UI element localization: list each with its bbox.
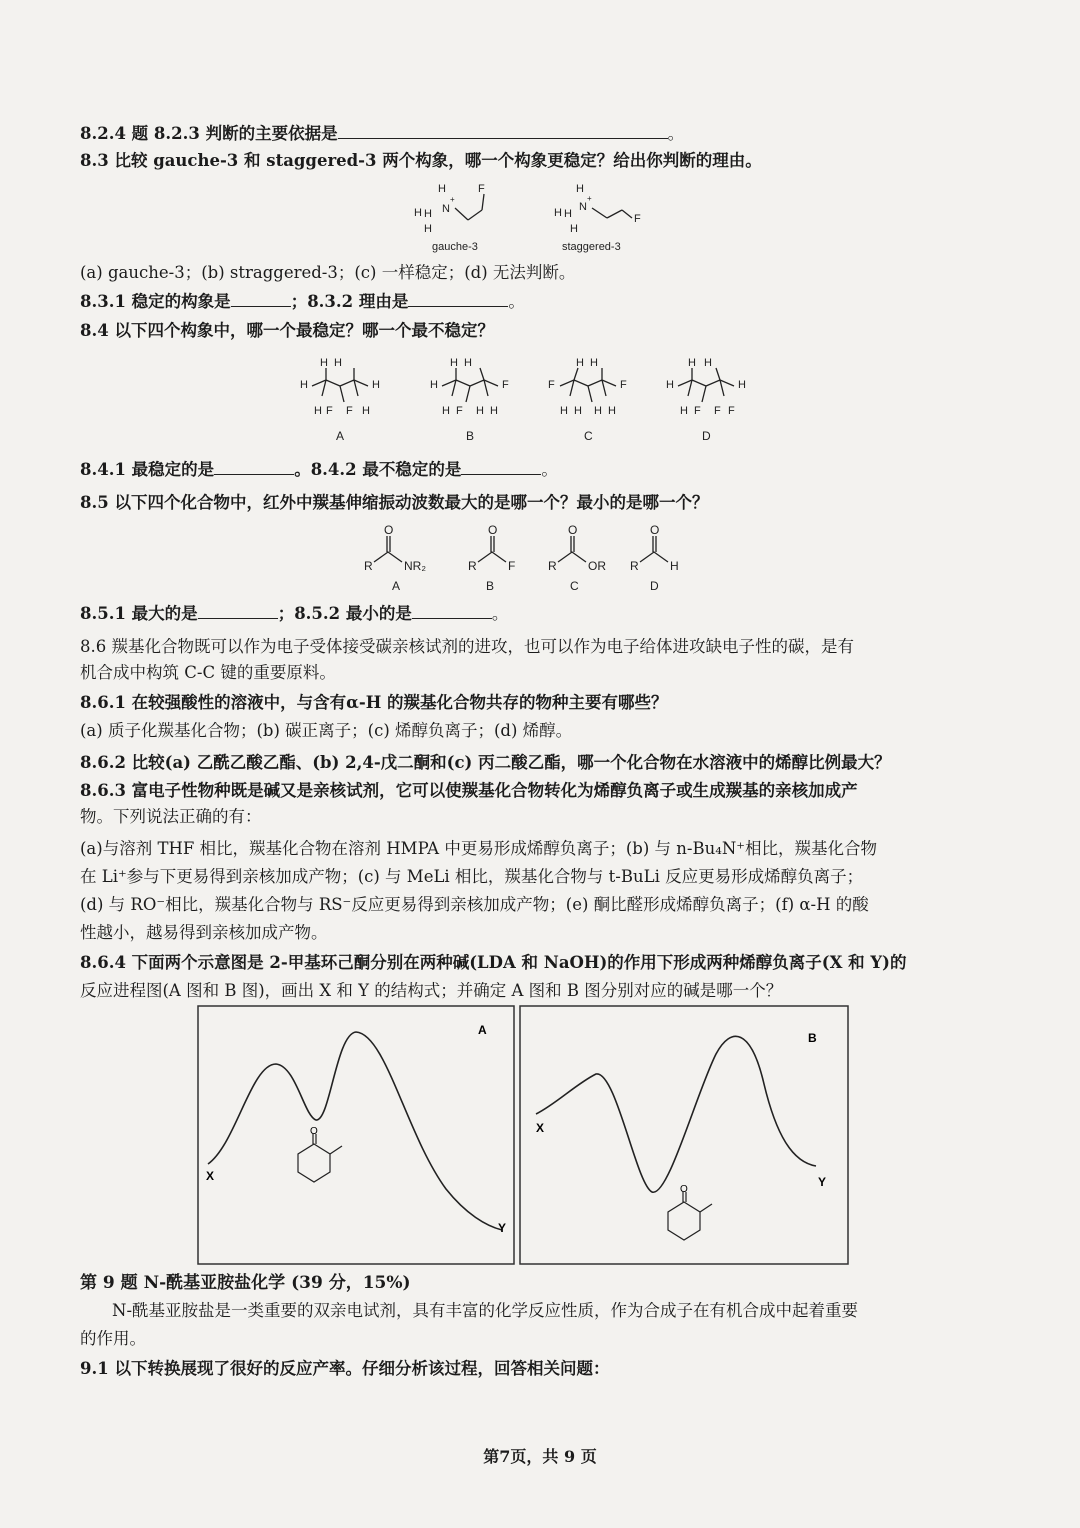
substituent-f: F — [508, 559, 516, 573]
conformer-d — [678, 368, 734, 402]
panel-b-y: Y — [818, 1175, 827, 1189]
atom-h: H — [576, 357, 584, 369]
atom-f: F — [694, 405, 701, 417]
label-d: D — [650, 579, 659, 593]
atom-h: H — [372, 379, 380, 391]
atom-h: H — [574, 405, 582, 417]
panel-a-x: X — [206, 1169, 215, 1183]
atom-f: F — [346, 405, 353, 417]
conformer-c — [560, 368, 616, 402]
label-b: B — [466, 429, 475, 443]
q-8-4-1: 8.4.1 最稳定的是 。8.4.2 最不稳定的是 。 — [80, 460, 558, 479]
label-b: B — [486, 579, 495, 593]
q-8-6-3-opt1: (a)与溶剂 THF 相比，羰基化合物在溶剂 HMPA 中更易形成烯醇负离子；(b) 与 n-Bu₄N⁺相比，羰基化合物 — [80, 839, 877, 858]
atom-h: H — [334, 357, 342, 369]
q-8-6-4-cont: 反应进程图(A 图和 B 图)，画出 X 和 Y 的结构式；并确定 A 图和 B 图分别对应的碱是哪一个？ — [80, 981, 783, 1000]
atom-o: O — [488, 524, 498, 537]
q-8-6-4: 8.6.4 下面两个示意图是 2-甲基环己酮分别在两种碱(LDA 和 NaOH)的作用下形成两种烯醇负离子(X 和 Y)的 — [80, 953, 907, 972]
answer-blank[interactable] — [231, 290, 291, 307]
atom-o: O — [384, 524, 394, 537]
carbonyl-compounds — [360, 524, 700, 596]
atom-h: H — [738, 379, 746, 391]
page-footer: 第7页，共 9 页 — [483, 1447, 597, 1466]
compound-a — [374, 536, 402, 562]
atom-h: H — [476, 405, 484, 417]
section-9-intro-cont: 的作用。 — [80, 1329, 146, 1348]
compound-c — [558, 536, 586, 562]
answer-blank[interactable] — [408, 290, 508, 307]
charge-plus: + — [450, 195, 455, 204]
q-8-4: 8.4 以下四个构象中，哪一个最稳定？哪一个最不稳定？ — [80, 321, 494, 340]
q-8-6-2: 8.6.2 比较(a) 乙酰乙酸乙酯、(b) 2,4-戊二酮和(c) 丙二酸乙酯，哪一个化合物在水溶液中的烯醇比例最大？ — [80, 753, 891, 772]
atom-f: F — [478, 183, 485, 195]
panel-a-y: Y — [498, 1221, 507, 1235]
atom-o: O — [568, 524, 578, 537]
atom-h: H — [704, 357, 712, 369]
atom-r: R — [364, 559, 373, 573]
answer-blank[interactable] — [198, 602, 278, 619]
answer-blank[interactable] — [338, 122, 668, 139]
gauche-3-label: gauche-3 — [432, 241, 478, 253]
methylcyclohexanone-a — [298, 1134, 342, 1182]
atom-r: R — [468, 559, 477, 573]
panel-a-frame — [198, 1006, 514, 1264]
atom-f: F — [456, 405, 463, 417]
q-8-6-3-opt3: (d) 与 RO⁻相比，羰基化合物与 RS⁻反应更易得到亲核加成产物；(e) 酮比醛形成烯醇负离子；(f) α-H 的酸 — [80, 895, 869, 914]
atom-h: H — [666, 379, 674, 391]
atom-h: H — [490, 405, 498, 417]
q-9-1: 9.1 以下转换展现了很好的反应产率。仔细分析该过程，回答相关问题： — [80, 1359, 610, 1378]
conformer-b — [442, 368, 498, 402]
label-d: D — [702, 429, 711, 443]
atom-n: N — [442, 203, 450, 215]
atom-h: H — [564, 208, 572, 220]
atom-r: R — [630, 559, 639, 573]
atom-h: H — [320, 357, 328, 369]
q-8-5-1: 8.5.1 最大的是 ；8.5.2 最小的是 。 — [80, 604, 509, 623]
answer-blank[interactable] — [412, 602, 492, 619]
answer-blank[interactable] — [214, 458, 294, 475]
atom-h: H — [680, 405, 688, 417]
q-8-6-1: 8.6.1 在较强酸性的溶液中，与含有α-H 的羰基化合物共存的物种主要有哪些？ — [80, 693, 668, 712]
energy-diagrams — [196, 1004, 852, 1268]
atom-f: F — [548, 379, 555, 391]
atom-f: F — [620, 379, 627, 391]
atom-f: F — [728, 405, 735, 417]
staggered-3-label: staggered-3 — [562, 241, 621, 253]
atom-h: H — [464, 357, 472, 369]
q-8-5: 8.5 以下四个化合物中，红外中羰基伸缩振动波数最大的是哪一个？最小的是哪一个？ — [80, 493, 709, 512]
panel-a-label: A — [478, 1023, 487, 1037]
atom-h: H — [430, 379, 438, 391]
panel-a-curve — [208, 1032, 502, 1230]
panel-b-x: X — [536, 1121, 545, 1135]
atom-h: H — [314, 405, 322, 417]
atom-h: H — [362, 405, 370, 417]
atom-h: H — [594, 405, 602, 417]
label-a: A — [336, 429, 345, 443]
atom-h: H — [560, 405, 568, 417]
panel-b-label: B — [808, 1031, 817, 1045]
q-8-6-3-opt4: 性越小，越易得到亲核加成产物。 — [80, 923, 328, 942]
atom-f: F — [502, 379, 509, 391]
atom-h: H — [438, 183, 446, 195]
section-9-title: 第 9 题 N-酰基亚胺盐化学 (39 分，15%) — [80, 1273, 411, 1293]
label-c: C — [584, 429, 593, 443]
methylcyclohexanone-b — [668, 1192, 712, 1240]
conformer-a — [312, 368, 368, 402]
conformer-structures — [400, 178, 660, 258]
atom-h: H — [300, 379, 308, 391]
q-8-3-1: 8.3.1 稳定的构象是 ；8.3.2 理由是 。 — [80, 292, 525, 311]
panel-b-curve — [536, 1036, 816, 1192]
section-9-intro: N-酰基亚胺盐是一类重要的双亲电试剂，具有丰富的化学反应性质，作为合成子在有机合成中起着重要 — [112, 1301, 859, 1320]
q-8-6-cont: 机合成中构筑 C-C 键的重要原料。 — [80, 663, 336, 682]
q-8-3-options: (a) gauche-3；(b) straggered-3；(c) 一样稳定；(d) 无法判断。 — [80, 263, 576, 282]
staggered-3-structure — [592, 208, 632, 218]
atom-f: F — [326, 405, 333, 417]
atom-h: H — [424, 208, 432, 220]
atom-h: H — [590, 357, 598, 369]
atom-f: F — [634, 213, 641, 225]
carbonyl-o: O — [680, 1184, 688, 1195]
label-c: C — [570, 579, 579, 593]
compound-b — [478, 536, 506, 562]
answer-blank[interactable] — [461, 458, 541, 475]
atom-h: H — [424, 223, 432, 235]
compound-d — [640, 536, 668, 562]
atom-h: H — [414, 207, 422, 219]
q-8-6-3: 8.6.3 富电子性物种既是碱又是亲核试剂，它可以使羰基化合物转化为烯醇负离子或生成羰基的亲核加成产 — [80, 781, 858, 800]
atom-h: H — [554, 207, 562, 219]
atom-h: H — [608, 405, 616, 417]
atom-h: H — [576, 183, 584, 195]
atom-h: H — [442, 405, 450, 417]
q-8-3: 8.3 比较 gauche-3 和 staggered-3 两个构象，哪一个构象更稳定？给出你判断的理由。 — [80, 151, 762, 170]
substituent-nr2: NR₂ — [404, 559, 426, 573]
q-8-6-3-cont: 物。下列说法正确的有： — [80, 807, 262, 826]
conformer-set — [290, 352, 770, 452]
charge-plus: + — [587, 194, 592, 203]
atom-o: O — [650, 524, 660, 537]
q-8-2-4: 8.2.4 题 8.2.3 判断的主要依据是 。 — [80, 124, 685, 143]
substituent-or: OR — [588, 559, 606, 573]
q-8-6: 8.6 羰基化合物既可以作为电子受体接受碳亲核试剂的进攻，也可以作为电子给体进攻缺电子性的碳，是有 — [80, 637, 854, 656]
atom-h: H — [570, 223, 578, 235]
q-8-6-1-options: (a) 质子化羰基化合物；(b) 碳正离子；(c) 烯醇负离子；(d) 烯醇。 — [80, 721, 573, 740]
gauche-3-structure — [455, 194, 484, 220]
substituent-h: H — [670, 559, 679, 573]
atom-r: R — [548, 559, 557, 573]
atom-h: H — [450, 357, 458, 369]
atom-f: F — [714, 405, 721, 417]
atom-h: H — [688, 357, 696, 369]
q-8-6-3-opt2: 在 Li⁺参与下更易得到亲核加成产物；(c) 与 MeLi 相比，羰基化合物与 t-BuLi 反应更易形成烯醇负离子； — [80, 867, 864, 886]
carbonyl-o: O — [310, 1126, 318, 1137]
label-a: A — [392, 579, 401, 593]
atom-n: N — [579, 201, 587, 213]
